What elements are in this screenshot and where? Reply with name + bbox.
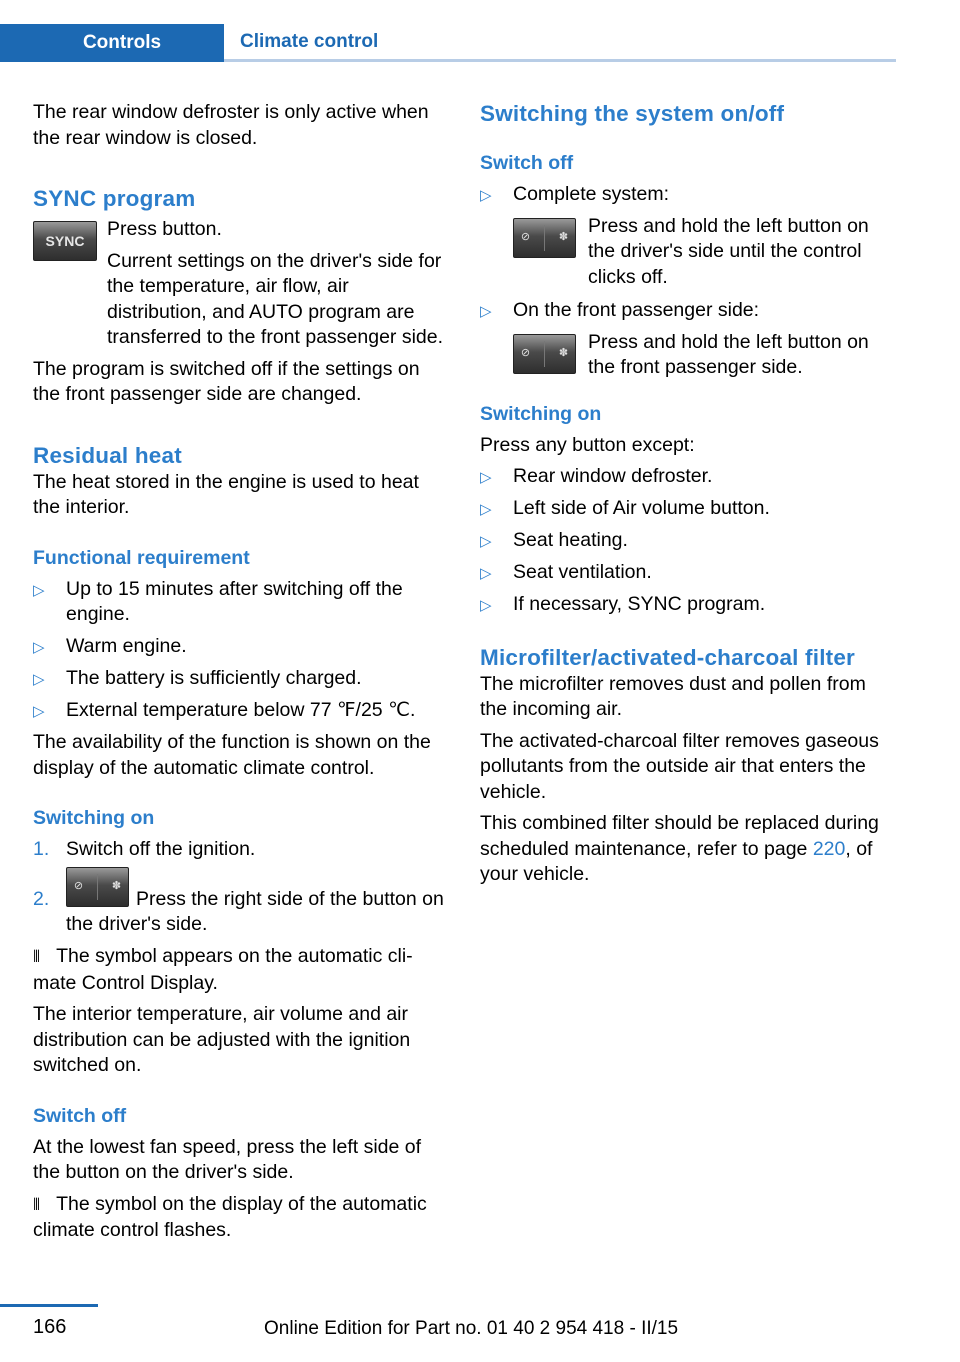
footer-rule — [0, 1304, 98, 1307]
page-number: 166 — [33, 1316, 67, 1338]
bullet-icon: ▷ — [480, 501, 492, 518]
list-item: ▷ Warm engine. — [33, 634, 448, 660]
right-column — [480, 100, 896, 888]
bullet-icon: ▷ — [480, 469, 492, 486]
list-item: ▷ On the front passenger side: ⊘ ✽ Press and hold the left button on the front passenger side. — [480, 299, 869, 378]
bullet-icon: ▷ — [33, 581, 45, 599]
filter-p3: This combined filter should be replaced during scheduled maintenance, refer to page 220, of your vehicle. — [480, 812, 879, 885]
section-tab: Controls — [0, 24, 224, 62]
switching-on-heading: Switching on — [480, 402, 602, 425]
system-heading: Switching the system on/off — [480, 101, 785, 126]
filter-heading: Microfilter/activated-charcoal filter — [480, 644, 856, 670]
exceptions-list — [480, 464, 896, 618]
sync-desc-first: Current settings on the driver's side for the temperature, air flow, air distribution, and AUTO program are transferred to the front passenger side. — [107, 249, 444, 348]
switch-off-heading: Switch off — [33, 1104, 127, 1127]
on-heading: Switching on — [33, 807, 155, 829]
edition-note: Online Edition for Part no. 01 40 2 954 418 - II/15 — [264, 1318, 679, 1339]
bullet-icon: ▷ — [480, 565, 492, 582]
list-item: 1. Switch off the ignition. — [33, 838, 256, 860]
bullet-icon: ▷ — [480, 597, 492, 614]
steps-list — [33, 837, 448, 938]
residual-desc: The heat stored in the engine is used to heat the interior. — [33, 470, 419, 518]
page-link[interactable]: 220 — [812, 837, 846, 860]
bullet-icon: ▷ — [33, 639, 45, 656]
chapter-tab: Climate control — [224, 24, 896, 62]
list-item: ▷ Up to 15 minutes after switching off the engine. — [33, 577, 403, 625]
list-item: ▷ Seat ventilation. — [480, 560, 896, 586]
bullet-icon: ▷ — [33, 671, 45, 688]
switch-off-heading: Switch off — [480, 152, 574, 174]
switch-off-desc: At the lowest fan speed, press the left side of the button on the driver's side. — [33, 1135, 422, 1183]
sync-heading: SYNC program — [33, 186, 196, 211]
residual-heat-icon: ⦀ — [33, 949, 39, 966]
sync-press: Press button. — [107, 218, 222, 240]
list-item: ▷ External temperature below 77 ℉/25 ℃. — [33, 698, 448, 724]
bullet-icon: ▷ — [480, 533, 492, 550]
availability-note: The availability of the function is shown on the display of the automatic climate control. — [33, 731, 431, 779]
left-column — [33, 100, 448, 1244]
filter-p2: The activated-charcoal filter removes gaseous pollutants from the outside air that enters the vehicle. — [480, 729, 879, 803]
req-list — [33, 577, 448, 724]
fan-off-button-icon: ⊘ ✽ — [66, 867, 129, 907]
switch-off-list — [480, 182, 896, 381]
symbol-flashes: ⦀ The symbol on the display of the automatic climate control flashes. — [33, 1192, 427, 1241]
residual-heading: Residual heat — [33, 442, 182, 468]
sync-button-icon: SYNC — [33, 221, 97, 261]
bullet-icon: ▷ — [480, 187, 492, 204]
list-item: 2. ⊘ ✽ Press the right side of the button on the driver's side. — [33, 873, 448, 938]
fan-off-button-icon: ⊘ ✽ — [513, 334, 576, 374]
sync-off: The program is switched off if the settings on the front passenger side are changed. — [33, 357, 420, 405]
list-item: ▷ Seat heating. — [480, 528, 896, 554]
switching-on-desc: Press any button except: — [480, 433, 695, 456]
residual-heat-icon: ⦀ — [33, 1196, 39, 1214]
filter-p1: The microfilter removes dust and pollen from the incoming air. — [480, 672, 866, 720]
page-header — [0, 24, 896, 62]
sync-instruction — [33, 217, 448, 351]
symbol-appears: ⦀ The symbol appears on the automatic cli‐mate Control Display. — [33, 945, 413, 994]
bullet-icon: ▷ — [480, 303, 492, 320]
fan-off-button-icon: ⊘ ✽ — [513, 218, 576, 258]
adjust-note: The interior temperature, air volume and air distribution can be adjusted with the ignition switched on. — [33, 1003, 411, 1076]
list-item: ▷ Rear window defroster. — [480, 464, 896, 490]
list-item: ▷ Left side of Air volume button. — [480, 496, 896, 522]
defroster-note: The rear window defroster is only active when the rear window is closed. — [33, 101, 429, 149]
list-item: ▷ If necessary, SYNC program. — [480, 592, 896, 618]
req-heading: Functional requirement — [33, 546, 250, 569]
list-item: ▷ Complete system: ⊘ ✽ Press and hold the left button on the driver's side until the control clicks off. — [480, 183, 869, 288]
list-item: ▷ The battery is sufficiently charged. — [33, 666, 448, 692]
bullet-icon: ▷ — [33, 703, 45, 720]
